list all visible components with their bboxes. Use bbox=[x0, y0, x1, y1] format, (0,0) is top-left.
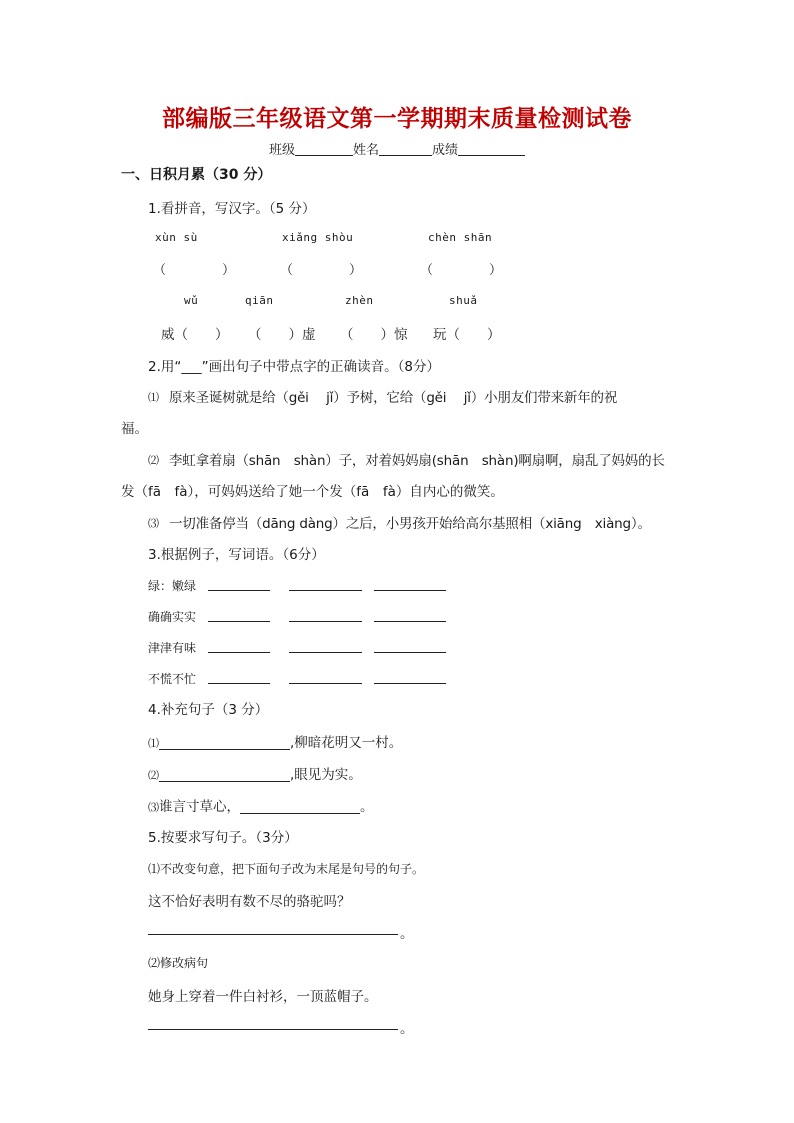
answer-line[interactable] bbox=[374, 652, 446, 653]
instruction-text: ⑵修改病句 bbox=[148, 956, 209, 970]
class-blank[interactable] bbox=[295, 142, 353, 156]
answer-paren-open: （ bbox=[420, 263, 434, 278]
sentence-fragment: ,眼见为实。 bbox=[290, 767, 362, 783]
sentence-fragment: 。 bbox=[360, 799, 374, 815]
answer-line[interactable] bbox=[289, 683, 362, 684]
q2-sentence: 原来圣诞树就是给（gěi jǐ）予树，它给（gěi jǐ）小朋友们带来新年的祝 bbox=[169, 390, 618, 406]
page-title: 部编版三年级语文第一学期期末质量检测试卷 bbox=[162, 105, 632, 132]
instruction-text: ⑴不改变句意，把下面句子改为末尾是句号的句子。 bbox=[148, 862, 425, 876]
char-fill-item: （ ）惊 bbox=[340, 327, 408, 343]
q2-sentence-cont: 发（fā fà），可妈妈送给了她一个发（fā fà）自内心的微笑。 bbox=[121, 484, 504, 500]
score-label: 成绩 bbox=[432, 143, 459, 158]
pinyin-item: qiān bbox=[245, 294, 274, 307]
question-2-heading: 2.用“___”画出句子中带点字的正确读音。（8分） bbox=[148, 359, 440, 375]
student-info-line bbox=[0, 139, 794, 158]
example-word: 确确实实 bbox=[148, 610, 197, 624]
given-sentence: 她身上穿着一件白衬衫，一顶蓝帽子。 bbox=[148, 989, 378, 1005]
question-3-heading: 3.根据例子，写词语。（6分） bbox=[148, 547, 325, 563]
answer-line[interactable] bbox=[289, 621, 362, 622]
item-number: ⑵ bbox=[148, 454, 159, 467]
answer-line[interactable] bbox=[208, 683, 270, 684]
question-1-heading: 1.看拼音，写汉字。（5 分） bbox=[148, 201, 316, 217]
example-word: 津津有味 bbox=[148, 641, 197, 655]
pinyin-item: xùn sù bbox=[155, 231, 198, 244]
example-word: 绿：嫩绿 bbox=[148, 579, 197, 593]
answer-paren-close: ） bbox=[222, 263, 236, 278]
answer-paren-open: （ bbox=[153, 263, 167, 278]
item-number: ⑶ bbox=[148, 801, 159, 814]
pinyin-item: xiǎng shòu bbox=[282, 231, 354, 244]
item-number: ⑵ bbox=[148, 769, 159, 782]
answer-blank[interactable] bbox=[159, 735, 290, 750]
answer-blank[interactable] bbox=[159, 767, 290, 782]
answer-line[interactable] bbox=[208, 652, 270, 653]
score-blank[interactable] bbox=[458, 142, 525, 156]
pinyin-item: zhèn bbox=[345, 294, 374, 307]
question-5-heading: 5.按要求写句子。（3分） bbox=[148, 830, 298, 846]
fill-sentence bbox=[148, 731, 402, 751]
answer-line[interactable] bbox=[148, 934, 398, 935]
answer-line[interactable] bbox=[289, 590, 362, 591]
answer-line[interactable] bbox=[208, 621, 270, 622]
fill-sentence bbox=[148, 763, 362, 783]
answer-line[interactable] bbox=[374, 621, 446, 622]
answer-line[interactable] bbox=[208, 590, 270, 591]
name-label: 姓名 bbox=[352, 143, 379, 158]
section-heading: 一、日积月累（30 分） bbox=[121, 167, 272, 183]
pinyin-item: shuǎ bbox=[449, 294, 478, 307]
pinyin-item: chèn shān bbox=[428, 231, 493, 244]
char-fill-item: 玩（ ） bbox=[433, 327, 501, 343]
answer-paren-close: ） bbox=[489, 263, 503, 278]
q2-sentence-cont: 福。 bbox=[121, 421, 148, 437]
answer-line[interactable] bbox=[374, 683, 446, 684]
pinyin-item: wǔ bbox=[184, 294, 199, 307]
given-sentence: 这不恰好表明有数不尽的骆驼吗？ bbox=[148, 894, 351, 910]
answer-paren-open: （ bbox=[280, 263, 294, 278]
q2-sentence: 李虹拿着扇（shān shàn）子，对着妈妈扇(shān shàn)啊扇啊，扇乱了妈妈的长 bbox=[169, 453, 665, 469]
end-mark: 。 bbox=[400, 1021, 414, 1037]
answer-paren-close: ） bbox=[349, 263, 363, 278]
item-number: ⑴ bbox=[148, 391, 159, 404]
end-mark: 。 bbox=[400, 926, 414, 942]
fill-sentence bbox=[148, 795, 374, 815]
example-word: 不慌不忙 bbox=[148, 672, 197, 686]
char-fill-item: （ ）虚 bbox=[248, 327, 316, 343]
sentence-fragment: 谁言寸草心， bbox=[159, 799, 240, 815]
item-number: ⑴ bbox=[148, 737, 159, 750]
answer-line[interactable] bbox=[148, 1029, 398, 1030]
name-blank[interactable] bbox=[379, 142, 432, 156]
sentence-fragment: ,柳暗花明又一村。 bbox=[290, 735, 403, 751]
answer-line[interactable] bbox=[374, 590, 446, 591]
question-4-heading: 4.补充句子（3 分） bbox=[148, 702, 269, 718]
q2-sentence: 一切准备停当（dāng dàng）之后，小男孩开始给高尔基照相（xiāng xiàng）。 bbox=[169, 516, 651, 532]
answer-line[interactable] bbox=[289, 652, 362, 653]
class-label: 班级 bbox=[268, 143, 295, 158]
answer-blank[interactable] bbox=[240, 799, 360, 814]
item-number: ⑶ bbox=[148, 517, 159, 530]
char-fill-item: 威（ ） bbox=[161, 327, 229, 343]
